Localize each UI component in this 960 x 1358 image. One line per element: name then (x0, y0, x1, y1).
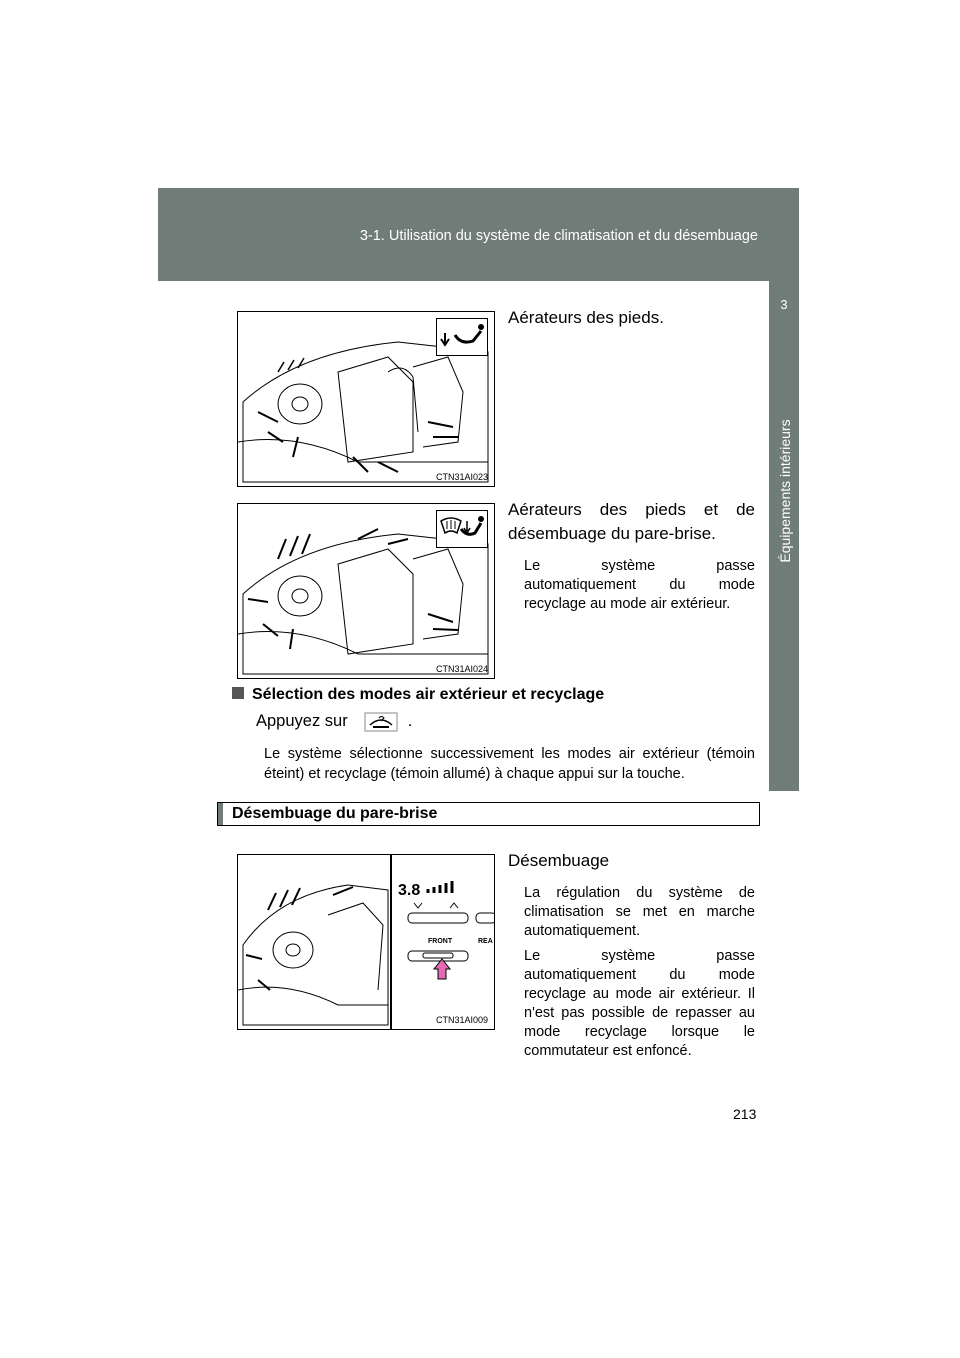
recirc-heading (232, 686, 604, 704)
defrost-p2-line2: automatiquement du mode (524, 967, 755, 983)
defrost-p1-line2: climatisation se met en marche (524, 904, 755, 920)
chapter-side-tab (769, 281, 799, 791)
chapter-title: 3-1. Utilisation du système de climatisation et du désembuage (359, 228, 758, 244)
page-number: 213 (733, 1106, 757, 1122)
figure-code: CTN31AI009 (435, 1015, 488, 1025)
chapter-number: 3 (780, 297, 788, 312)
recirc-press-instruction (256, 712, 412, 732)
rear-label: REA (478, 938, 493, 945)
defrost-p2-line4: n'est pas possible de repasser au (524, 1005, 755, 1021)
figure-foot-defrost-vents (237, 503, 495, 679)
defrost-p2-line5: mode recyclage lorsque le (524, 1024, 755, 1040)
front-label: FRONT (428, 938, 453, 945)
car-interior-and-panel-illustration (238, 855, 494, 1029)
mode-foot-defrost-note-line3: recyclage au mode air extérieur. (524, 596, 731, 612)
section-accent-bar (218, 803, 223, 825)
defrost-p1-line3: automatiquement. (524, 923, 641, 939)
mode-foot-defrost-note-line1: Le système passe (524, 558, 755, 574)
recirc-note-line2: éteint) et recyclage (témoin allumé) à chaque appui sur la touche. (264, 766, 685, 782)
mode-foot-vents-title: Aérateurs des pieds. (508, 308, 664, 327)
defrost-p2-line6: commutateur est enfoncé. (524, 1043, 692, 1059)
svg-text:3.8: 3.8 (398, 882, 421, 899)
figure-foot-vents (237, 311, 495, 487)
mode-foot-defrost-title-line2: désembuage du pare-brise. (508, 524, 716, 543)
recirc-note-line1: Le système sélectionne successivement les modes air extérieur (témoin (264, 746, 755, 762)
chapter-label: Équipements intérieurs (777, 419, 793, 563)
defrost-section-title: Désembuage du pare-brise (232, 805, 438, 822)
mode-foot-defrost-note-line2: automatiquement du mode (524, 577, 755, 593)
figure-defroster (237, 854, 495, 1030)
defrost-section-header (217, 802, 760, 826)
foot-vent-icon (436, 318, 488, 356)
mode-foot-defrost-title-line1: Aérateurs des pieds et de (508, 500, 755, 519)
defrost-p1-line1: La régulation du système de (524, 885, 755, 901)
bullet-square-icon (232, 687, 244, 699)
press-before-text: Appuyez sur (256, 712, 348, 730)
foot-defrost-vent-icon (436, 510, 488, 548)
recirc-heading-text: Sélection des modes air extérieur et recyclage (252, 686, 605, 703)
recirculation-button-icon (364, 712, 398, 732)
defrost-p2-line3: recyclage au mode air extérieur. Il (524, 986, 755, 1002)
press-after-text: . (407, 712, 413, 730)
figure-code: CTN31AI024 (435, 664, 488, 674)
defrost-title: Désembuage (508, 851, 610, 870)
defrost-p2-line1: Le système passe (524, 948, 755, 964)
chapter-header (158, 188, 799, 281)
figure-code: CTN31AI023 (435, 472, 488, 482)
